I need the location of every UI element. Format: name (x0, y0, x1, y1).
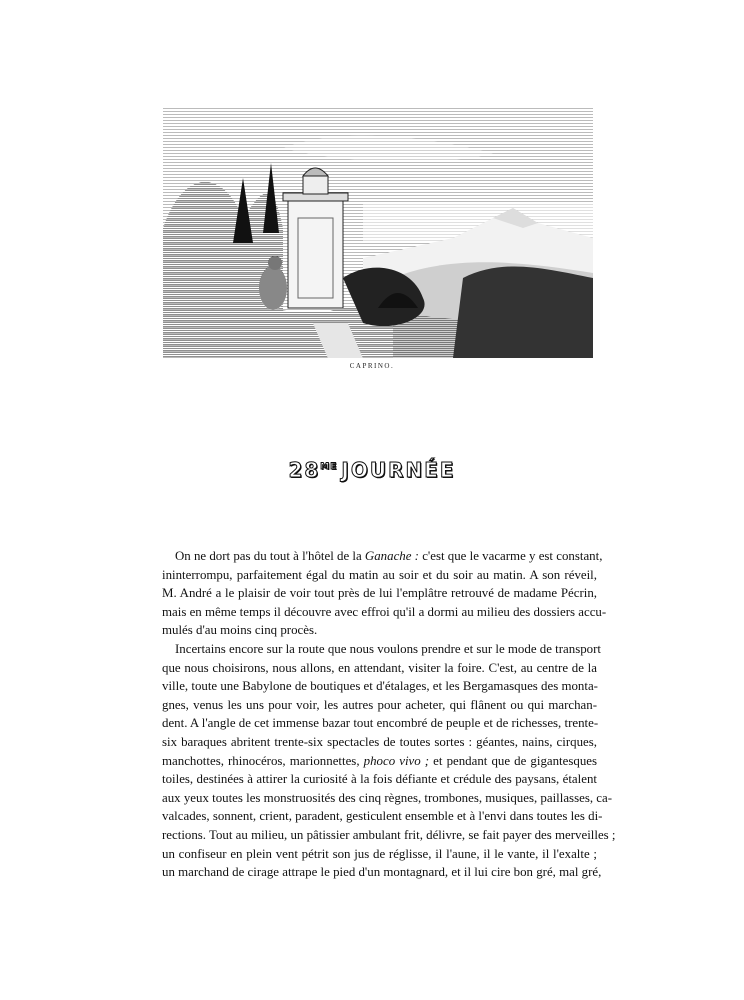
text-line: un confiseur en plein vent pétrit son jus de réglisse, il l'aune, il le vante, il l'exalte ; (162, 846, 597, 861)
text-line: dent. A l'angle de cet immense bazar tout encombré de peuple et de richesses, trente- (162, 716, 599, 731)
text-line: six baraques abritent trente-six spectacles de toutes sortes : géantes, nains, cirques, (162, 734, 597, 749)
text-line: un marchand de cirage attrape le pied d'un montagnard, et il lui cire bon gré, mal gré, (162, 865, 602, 880)
text-line: toiles, destinées à attirer la curiosité à la fois défiante et crédule des paysans, étalent (162, 772, 597, 787)
body-text (162, 547, 616, 882)
text-line: mulés d'au moins cinq procès. (162, 623, 318, 638)
text-line: Incertains encore sur la route que nous voulons prendre et sur le mode de transport (175, 641, 601, 656)
text-line: gnes, venus les uns pour voir, les autres pour acheter, qui flânent ou qui marchan- (162, 697, 597, 712)
text-line: On ne dort pas du tout à l'hôtel de la Ganache : c'est que le vacarme y est constant, (175, 549, 603, 563)
text-line: mais en même temps il découvre avec effroi qu'il a dormi au milieu des dossiers accu- (162, 604, 607, 619)
chapter-number-suffix: ME (320, 462, 338, 472)
chapter-heading (0, 458, 744, 482)
text-line: que nous choisirons, nous allons, en attendant, visiter la foire. C'est, au centre de la (162, 660, 597, 675)
text-line: rections. Tout au milieu, un pâtissier ambulant frit, délivre, se fait payer des merveilles ; (162, 827, 616, 842)
text-line: manchottes, rhinocéros, marionnettes, phoco vivo ; et pendant que de gigantesques (162, 753, 598, 768)
illustration-caption: CAPRINO. (349, 362, 395, 370)
text-line: ininterrompu, parfaitement égal du matin au soir et du soir au matin. A son réveil, (162, 567, 597, 582)
text-line: aux yeux toutes les monstruosités des cinq règnes, trombones, musiques, paillasses, ca- (162, 790, 613, 805)
chapter-title: JOURNÉE (341, 458, 456, 482)
chapter-number: 28 (288, 458, 321, 482)
text-line: ville, toute une Babylone de boutiques et d'étalages, et les Bergamasques des monta- (162, 679, 598, 694)
engraving-illustration (163, 108, 593, 358)
text-line: valcades, sonnent, crient, paradent, gesticulent ensemble et à l'envi dans toutes les di- (162, 809, 603, 824)
text-line: M. André a le plaisir de voir tout près de lui l'emplâtre retrouvé de madame Pécrin, (162, 586, 597, 601)
